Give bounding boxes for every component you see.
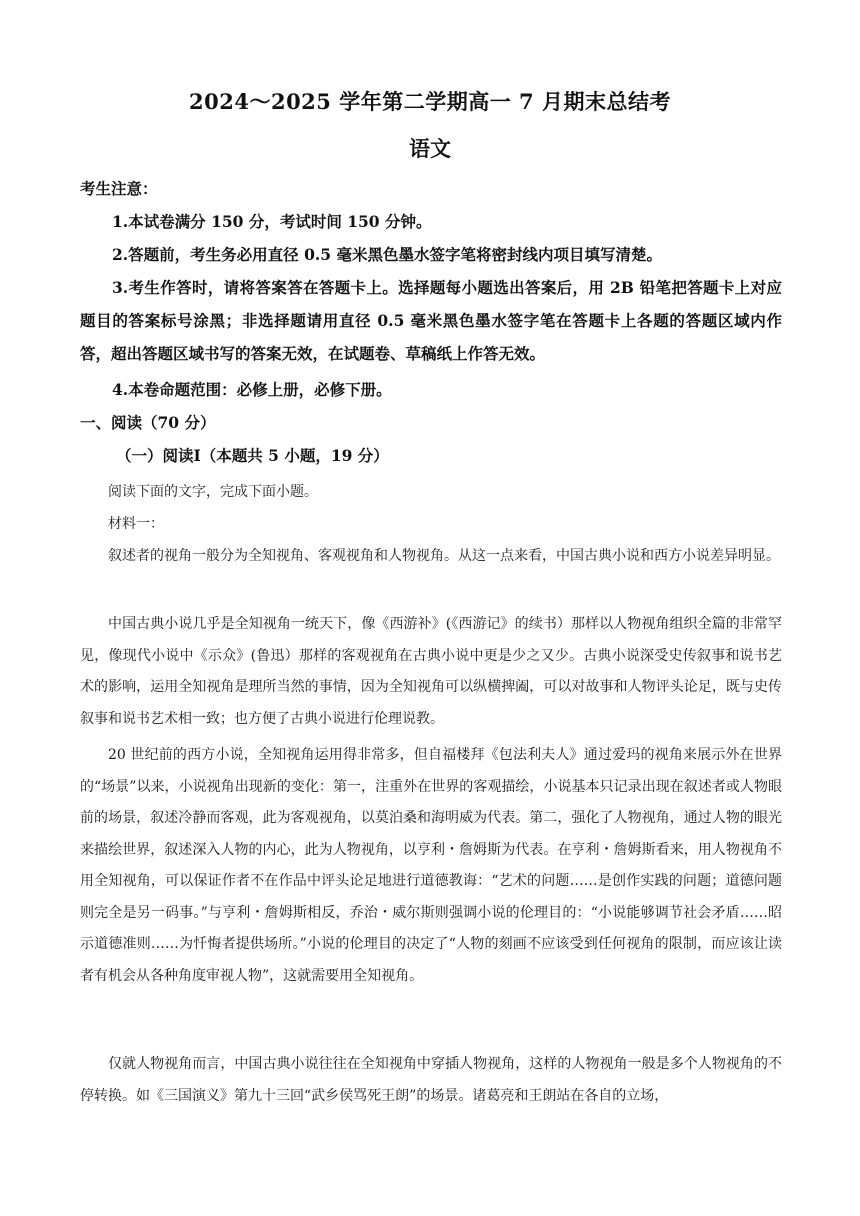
notice-item-4: 4.本卷命题范围：必修上册，必修下册。 [112, 380, 392, 399]
material-label: 材料一： [108, 516, 164, 532]
exam-title: 2024～2025 学年第二学期高一 7 月期末总结考 [189, 89, 671, 114]
reading-paragraph-4: 仅就人物视角而言，中国古典小说往往在全知视角中穿插人物视角，这样的人物视角一般是多个人物视角的不停转换。如《三国演义》第九十三回“武乡侯骂死王朗”的场景。诸葛亮和王朗站在各自的立场， [80, 1056, 782, 1104]
exam-subject: 语文 [409, 136, 451, 161]
notice-item-2: 2.答题前，考生务必用直径 0.5 毫米黑色墨水签字笔将密封线内项目填写清楚。 [112, 245, 662, 264]
reading-instruction: 阅读下面的文字，完成下面小题。 [108, 484, 318, 500]
section-heading-reading: 一、阅读（70 分） [80, 413, 216, 432]
reading-paragraph-1: 叙述者的视角一般分为全知视角、客观视角和人物视角。从这一点来看，中国古典小说和西方小说差异明显。 [108, 548, 780, 564]
reading-paragraph-3: 20 世纪前的西方小说，全知视角运用得非常多，但自福楼拜《包法利夫人》通过爱玛的视角来展示外在世界的“场景”以来，小说视角出现新的变化：第一，注重外在世界的客观描绘，小说基本只记录出现在叙述者或人物眼前的场景，叙述冷静而客观，此为客观视角，以莫泊桑和海明威为代表。第二，强化了人物视角，通过人物的眼光来描绘世界，叙述深入人物的内心，此为人物视角，以亨利・詹姆斯为代表。在亨利・詹姆斯看来，用人物视角不用全知视角，可以保证作者不在作品中评头论足地进行道德教诲：“艺术的问题……是创作实践的问题；道德问题则完全是另一码事。”与亨利・詹姆斯相反，乔治・威尔斯则强调小说的伦理目的：“小说能够调节社会矛盾……昭示道德准则……为忏悔者提供场所。”小说的伦理目的决定了“人物的刻画不应该受到任何视角的限制，而应该让读者有机会从各种角度审视人物”，这就需要用全知视角。 [80, 747, 782, 984]
notice-item-1: 1.本试卷满分 150 分，考试时间 150 分钟。 [112, 212, 432, 231]
reading-paragraph-2: 中国古典小说几乎是全知视角一统天下，像《西游补》(《西游记》的续书）那样以人物视角组织全篇的非常罕见，像现代小说中《示众》(鲁迅）那样的客观视角在古典小说中更是少之又少。古典小说深受史传叙事和说书艺术的影响，运用全知视角是理所当然的事情，因为全知视角可以纵横捭阖，可以对故事和人物评头论足，既与史传叙事和说书艺术相一致；也方便了古典小说进行伦理说教。 [80, 616, 782, 727]
notice-item-3: 3.考生作答时，请将答案答在答题卡上。选择题每小题选出答案后，用 2B 铅笔把答题卡上对应题目的答案标号涂黑；非选择题请用直径 0.5 毫米黑色墨水签字笔在答题卡上各题的答题区域内作答，超出答题区域书写的答案无效，在试题卷、草稿纸上作答无效。 [80, 278, 782, 363]
notice-heading: 考生注意： [80, 179, 158, 198]
subsection-heading-reading-1: （一）阅读Ⅰ（本题共 5 小题，19 分） [116, 446, 389, 465]
